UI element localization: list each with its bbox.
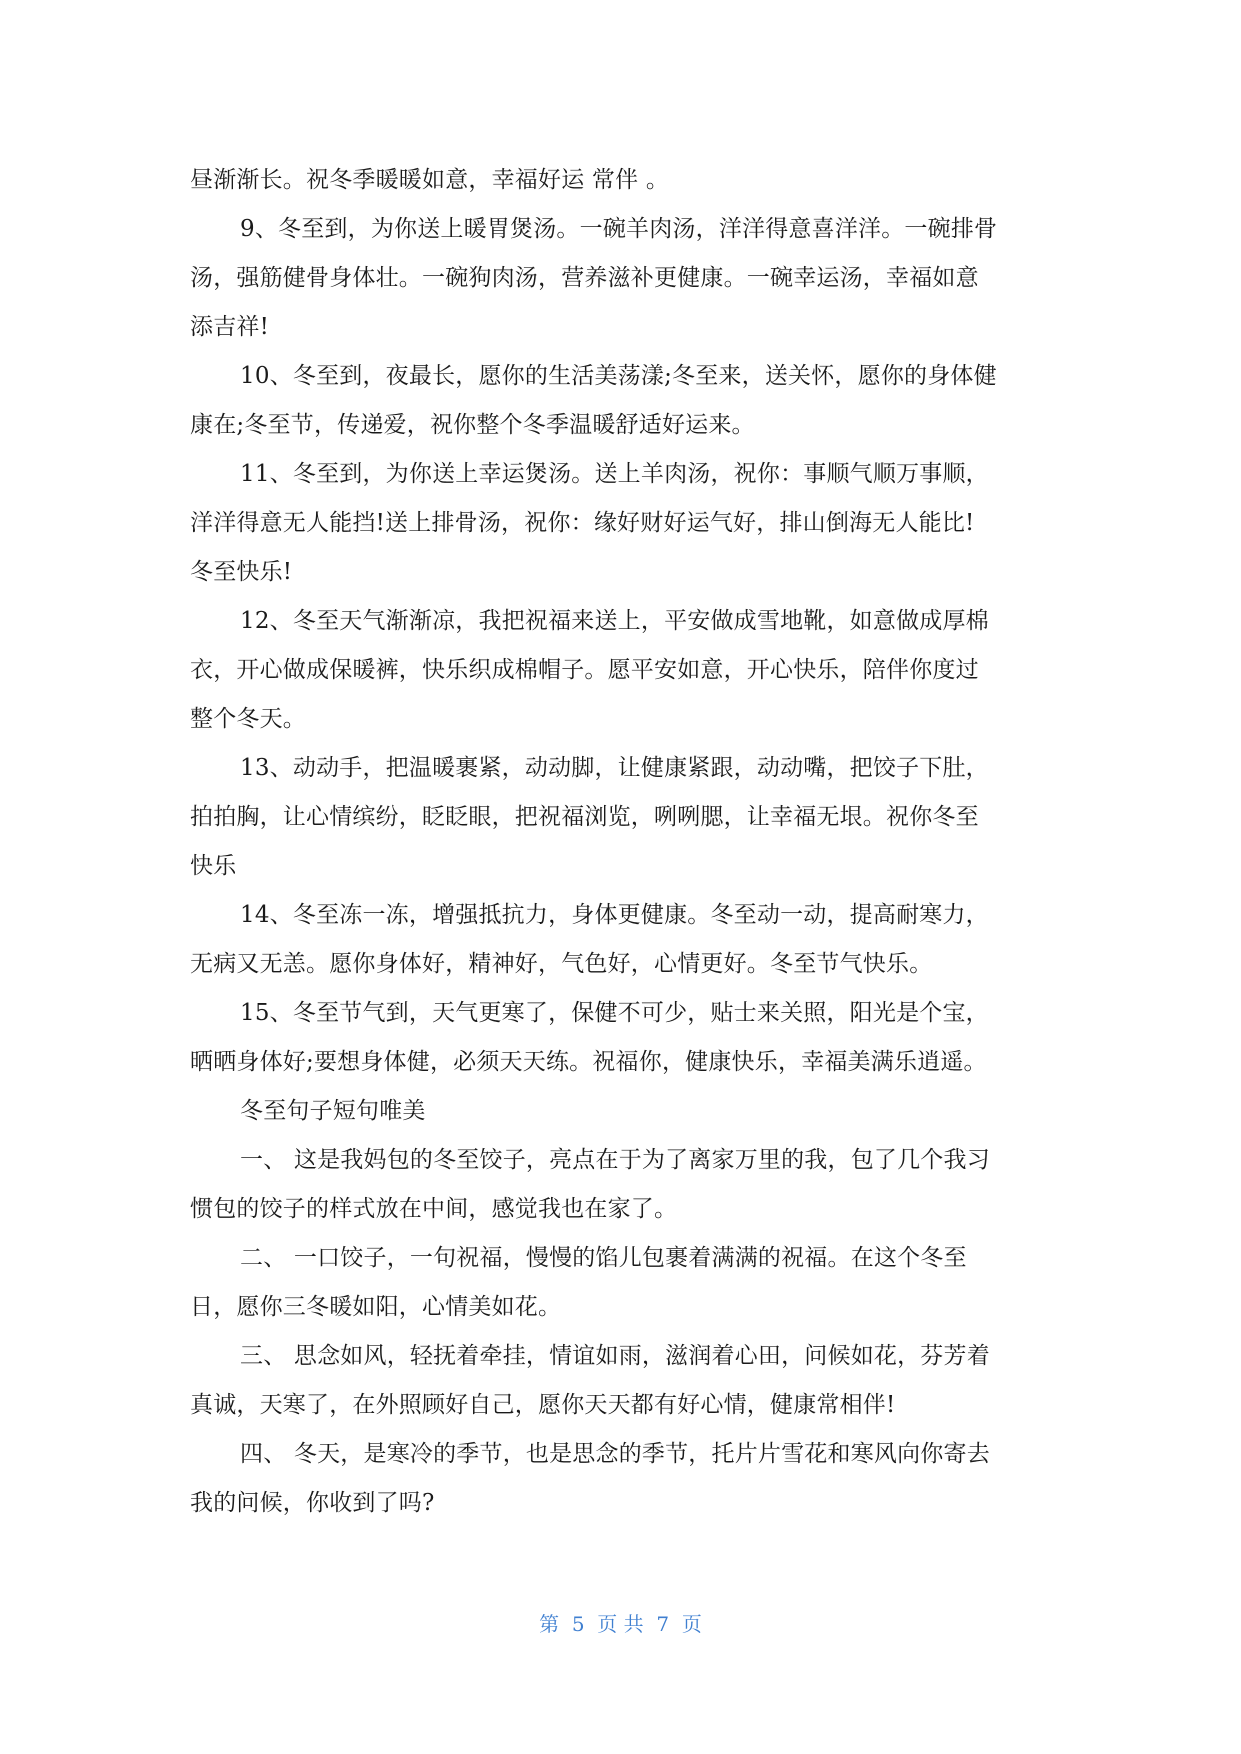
document-body <box>190 156 1058 1528</box>
text-line: 10、冬至到，夜最长，愿你的生活美荡漾;冬至来，送关怀，愿你的身体健 <box>240 363 997 389</box>
text-line: 无病又无恙。愿你身体好，精神好，气色好，心情更好。冬至节气快乐。 <box>190 951 933 977</box>
text-line: 洋洋得意无人能挡!送上排骨汤，祝你：缘好财好运气好，排山倒海无人能比! <box>190 510 975 536</box>
text-line: 拍拍胸，让心情缤纷，眨眨眼，把祝福浏览，咧咧腮，让幸福无垠。祝你冬至 <box>190 804 979 830</box>
text-line: 衣，开心做成保暖裤，快乐织成棉帽子。愿平安如意，开心快乐，陪伴你度过 <box>190 657 979 683</box>
text-line: 晒晒身体好;要想身体健，必须天天练。祝福你，健康快乐，幸福美满乐逍遥。 <box>190 1049 987 1075</box>
text-line: 真诚，天寒了，在外照顾好自己，愿你天天都有好心情，健康常相伴! <box>190 1392 896 1418</box>
text-line: 二、 一口饺子，一句祝福，慢慢的馅儿包裹着满满的祝福。在这个冬至 <box>240 1245 967 1271</box>
text-line: 我的问候，你收到了吗? <box>190 1490 435 1516</box>
text-line: 添吉祥! <box>190 314 270 340</box>
text-line: 13、动动手，把温暖裹紧，动动脚，让健康紧跟，动动嘴，把饺子下肚， <box>240 755 989 781</box>
text-line: 昼渐渐长。祝冬季暖暖如意，幸福好运 常伴 。 <box>190 167 670 193</box>
text-line: 四、 冬天，是寒冷的季节，也是思念的季节，托片片雪花和寒风向你寄去 <box>240 1441 990 1467</box>
text-line: 11、冬至到，为你送上幸运煲汤。送上羊肉汤，祝你：事顺气顺万事顺， <box>240 461 989 487</box>
text-line: 冬至快乐! <box>190 559 293 585</box>
text-line: 9、冬至到，为你送上暖胃煲汤。一碗羊肉汤，洋洋得意喜洋洋。一碗排骨 <box>240 216 998 242</box>
text-line: 12、冬至天气渐渐凉，我把祝福来送上，平安做成雪地靴，如意做成厚棉 <box>240 608 989 634</box>
page-number-footer: 第 5 页 共 7 页 <box>539 1612 702 1636</box>
text-line: 快乐 <box>190 853 237 879</box>
text-line: 日，愿你三冬暖如阳，心情美如花。 <box>190 1294 562 1320</box>
text-line: 整个冬天。 <box>190 706 306 732</box>
text-line: 15、冬至节气到，天气更寒了，保健不可少，贴士来关照，阳光是个宝， <box>240 1000 989 1026</box>
text-line: 冬至句子短句唯美 <box>240 1098 426 1124</box>
text-line: 惯包的饺子的样式放在中间，感觉我也在家了。 <box>190 1196 678 1222</box>
text-line: 三、 思念如风，轻抚着牵挂，情谊如雨，滋润着心田，问候如花，芬芳着 <box>240 1343 990 1369</box>
text-line: 14、冬至冻一冻，增强抵抗力，身体更健康。冬至动一动，提高耐寒力， <box>240 902 989 928</box>
text-line: 康在;冬至节，传递爱，祝你整个冬季温暖舒适好运来。 <box>190 412 755 438</box>
text-line: 一、 这是我妈包的冬至饺子，亮点在于为了离家万里的我，包了几个我习 <box>240 1147 990 1173</box>
text-line: 汤，强筋健骨身体壮。一碗狗肉汤，营养滋补更健康。一碗幸运汤，幸福如意 <box>190 265 979 291</box>
